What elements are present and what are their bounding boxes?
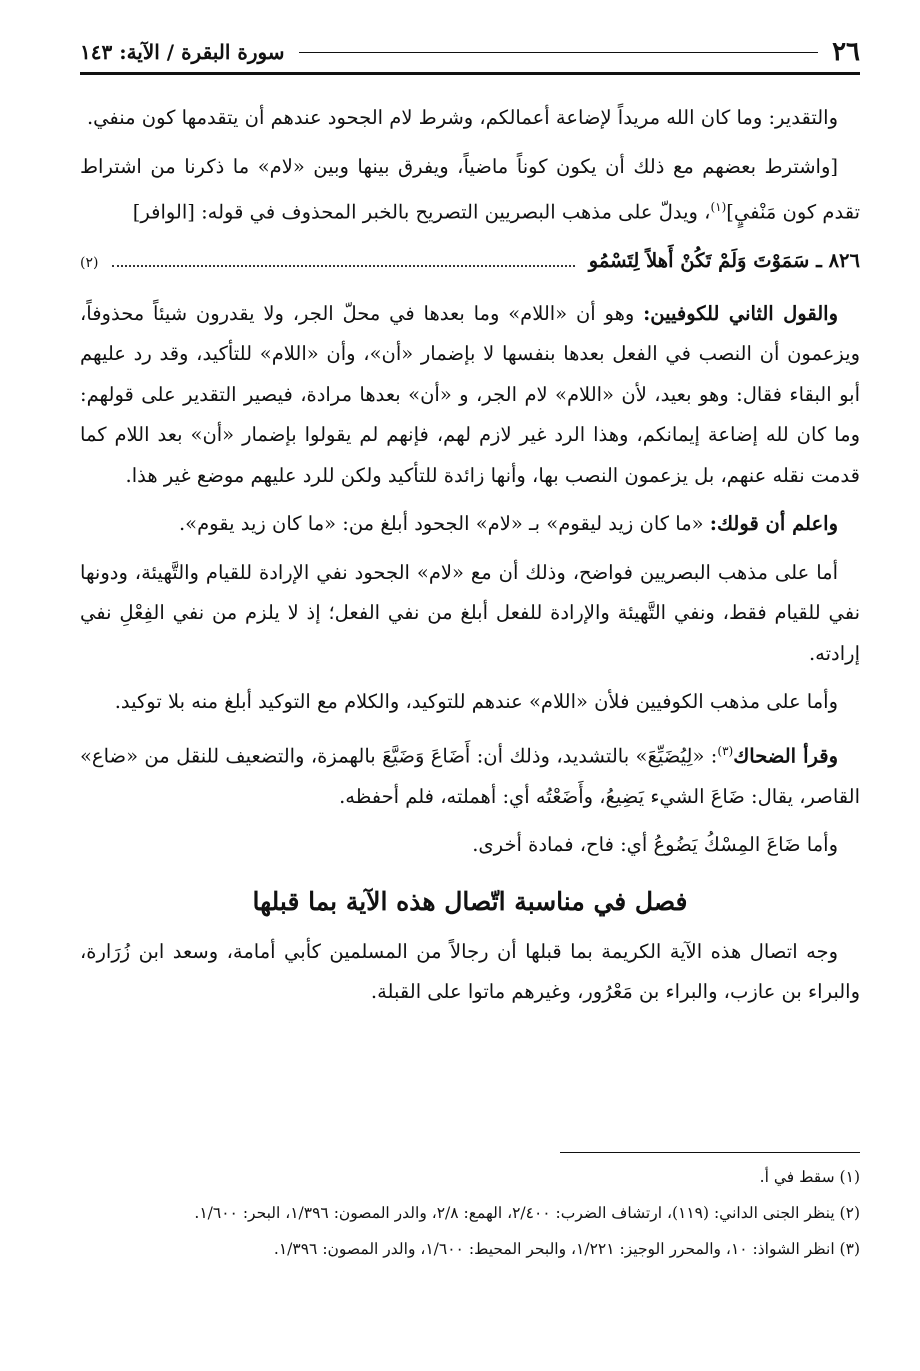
- verse-line: [80, 241, 860, 284]
- paragraph-6: وأما على مذهب الكوفيين فلأن «اللام» عندهم للتوكيد، والكلام مع التوكيد أبلغ منه بلا توكيد.: [114, 690, 838, 713]
- verse-dots: [112, 249, 574, 267]
- paragraph-2-rest: ، ويدلّ على مذهب البصريين التصريح بالخبر المحذوف في قوله: [الوافر]: [132, 200, 711, 224]
- paragraph-7-lead: وقرأ الضحاك: [733, 744, 838, 767]
- page-header: [80, 30, 860, 74]
- footnote-rule: [560, 1152, 860, 1153]
- verse-footnote-ref: (٢): [80, 255, 99, 271]
- footnote-1: (١) سقط في أ.: [759, 1168, 860, 1186]
- paragraph-3: [80, 294, 860, 497]
- paragraph-2-text: [واشترط بعضهم مع ذلك أن يكون كوناً ماضياً، ويفرق بينها وبين «لام» ما ذكرنا من اشتراط تقدم كون مَنْفيٍ]: [80, 154, 860, 224]
- footnote-ref-3: (٣): [717, 743, 734, 758]
- paragraph-8: وأما ضَاعَ المِسْكُ يَضُوعُ أي: فاح، فمادة أخرى.: [472, 833, 838, 856]
- paragraph-2: [80, 147, 860, 234]
- paragraph-7: [80, 731, 860, 818]
- header-line: [299, 52, 818, 53]
- footnote-ref-1: (١): [710, 200, 727, 214]
- paragraph-3-lead: والقول الثاني للكوفيين:: [643, 301, 838, 325]
- section-heading: فصل في مناسبة اتّصال هذه الآية بما قبلها: [252, 886, 688, 916]
- paragraph-7-text: : «لِيُضَيِّعَ» بالتشديد، وذلك أن: أَضَاعَ وَضَيَّعَ بالهمزة، والتضعيف للنقل من «ضاع» القاصر، يقال: ضَاعَ الشيء يَضِيعُ، وأَضَعْتُه أي: أهملته، فلم أحفظه.: [80, 744, 860, 808]
- page-number: ٢٦: [832, 37, 860, 67]
- verse-text: ٨٢٦ ـ سَمَوْتَ وَلَمْ تَكُنْ أَهلاً لِتَسْمُو: [588, 249, 860, 272]
- paragraph-9: وجه اتصال هذه الآية الكريمة بما قبلها أن رجالاً من المسلمين كأبي أمامة، وسعد ابن زُرَارة، والبراء بن عازب، والبراء بن مَعْرُور، وغيرهم ماتوا على القبلة.: [80, 939, 860, 1003]
- paragraph-1: والتقدير: وما كان الله مريداً لإضاعة أعمالكم، وشرط لام الجحود عندهم أن يتقدمها كون منفي.: [86, 106, 838, 129]
- paragraph-3-text: وهو أن «اللام» وما بعدها في محلّ الجر، ولا يقدرون شيئاً محذوفاً، ويزعمون أن النصب في الفعل بعدها بنفسها لا بإضمار «أن»، وأن «اللام» للتأكيد، وقد رد عليهم أبو البقاء فقال: وهو بعيد، لأن «اللام» لام الجر، و «أن» بعدها مرادة، فيصير التقدير على قولهم: وما كان لله إضاعة إيمانكم، وهذا الرد غير لازم لهم، فإنهم لم يقولوا بإضمار «أن» بعد اللام كما قدمت نقله عنهم، بل يزعمون النصب بها، وأنها زائدة للتأكيد ولكن للرد عليهم موضع غير هذا.: [80, 301, 860, 487]
- paragraph-4: [80, 504, 860, 545]
- running-title: سورة البقرة / الآية: ١٤٣: [80, 40, 285, 64]
- footnote-2: (٢) ينظر الجنى الداني: (١١٩)، ارتشاف الضرب: ٢/٤٠٠، الهمع: ٢/٨، والدر المصون: ١/٣٩٦، البحر: ١/٦٠٠.: [194, 1204, 860, 1222]
- paragraph-5: أما على مذهب البصريين فواضح، وذلك أن مع «لام» الجحود نفي الإرادة للقيام والتَّهيئة، ودونها نفي للقيام فقط، ونفي التَّهيئة والإرادة للفعل أبلغ من نفي الفعل؛ إذ لا يلزم من نفي الفِعْلِ نفي إرادته.: [80, 560, 860, 665]
- main-text: [80, 98, 860, 1021]
- footnotes: [60, 1162, 860, 1270]
- footnote-3: (٣) انظر الشواذ: ١٠، والمحرر الوجيز: ١/٢٢١، والبحر المحيط: ١/٦٠٠، والدر المصون: ١/٣٩٦.: [273, 1240, 860, 1258]
- paragraph-4-text: «ما كان زيد ليقوم» بـ «لام» الجحود أبلغ من: «ما كان زيد يقوم».: [178, 512, 710, 535]
- header-rule: [80, 72, 860, 75]
- paragraph-4-lead: واعلم أن قولك:: [709, 512, 838, 535]
